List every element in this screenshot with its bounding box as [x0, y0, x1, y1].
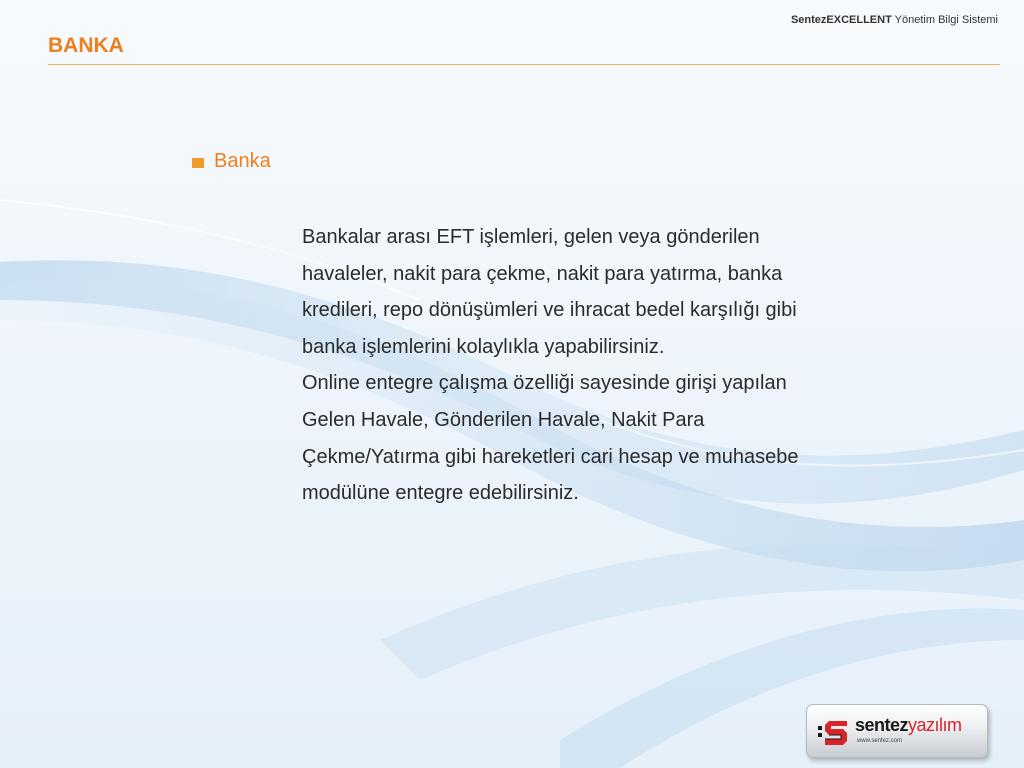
- brand-subtitle: Yönetim Bilgi Sistemi: [894, 14, 998, 26]
- section-heading: Banka: [214, 150, 271, 172]
- brand-name: SentezEXCELLENT: [790, 14, 892, 26]
- logo-wordmark: [855, 715, 962, 736]
- paragraph-2: Online entegre çalışma özelliği sayesinde girişi yapılan Gelen Havale, Gönderilen Havale, Nakit Para Çekme/Yatırma gibi hareketleri cari hesap ve muhasebe modülüne entegre edebilirsiniz.: [302, 372, 799, 505]
- sentez-s-mark-icon: [817, 715, 851, 749]
- brand-tagline: [791, 14, 998, 26]
- body-text: [302, 219, 832, 512]
- sentez-logo: [806, 704, 988, 758]
- section-bullet: [192, 150, 271, 173]
- page-title: BANKA: [48, 34, 124, 57]
- logo-url: www.sentez.com: [857, 738, 903, 744]
- paragraph-1: Bankalar arası EFT işlemleri, gelen veya gönderilen havaleler, nakit para çekme, nakit para yatırma, banka kredileri, repo dönüşümleri ve ihracat bedel karşılığı gibi banka işlemlerini kolaylıkla yapabilirsiniz.: [302, 226, 797, 358]
- logo-word-sentez: sentez: [855, 715, 909, 735]
- logo-word-yazilim: yazılım: [908, 715, 962, 735]
- title-divider: [48, 64, 1000, 65]
- bullet-square-icon: [192, 158, 204, 168]
